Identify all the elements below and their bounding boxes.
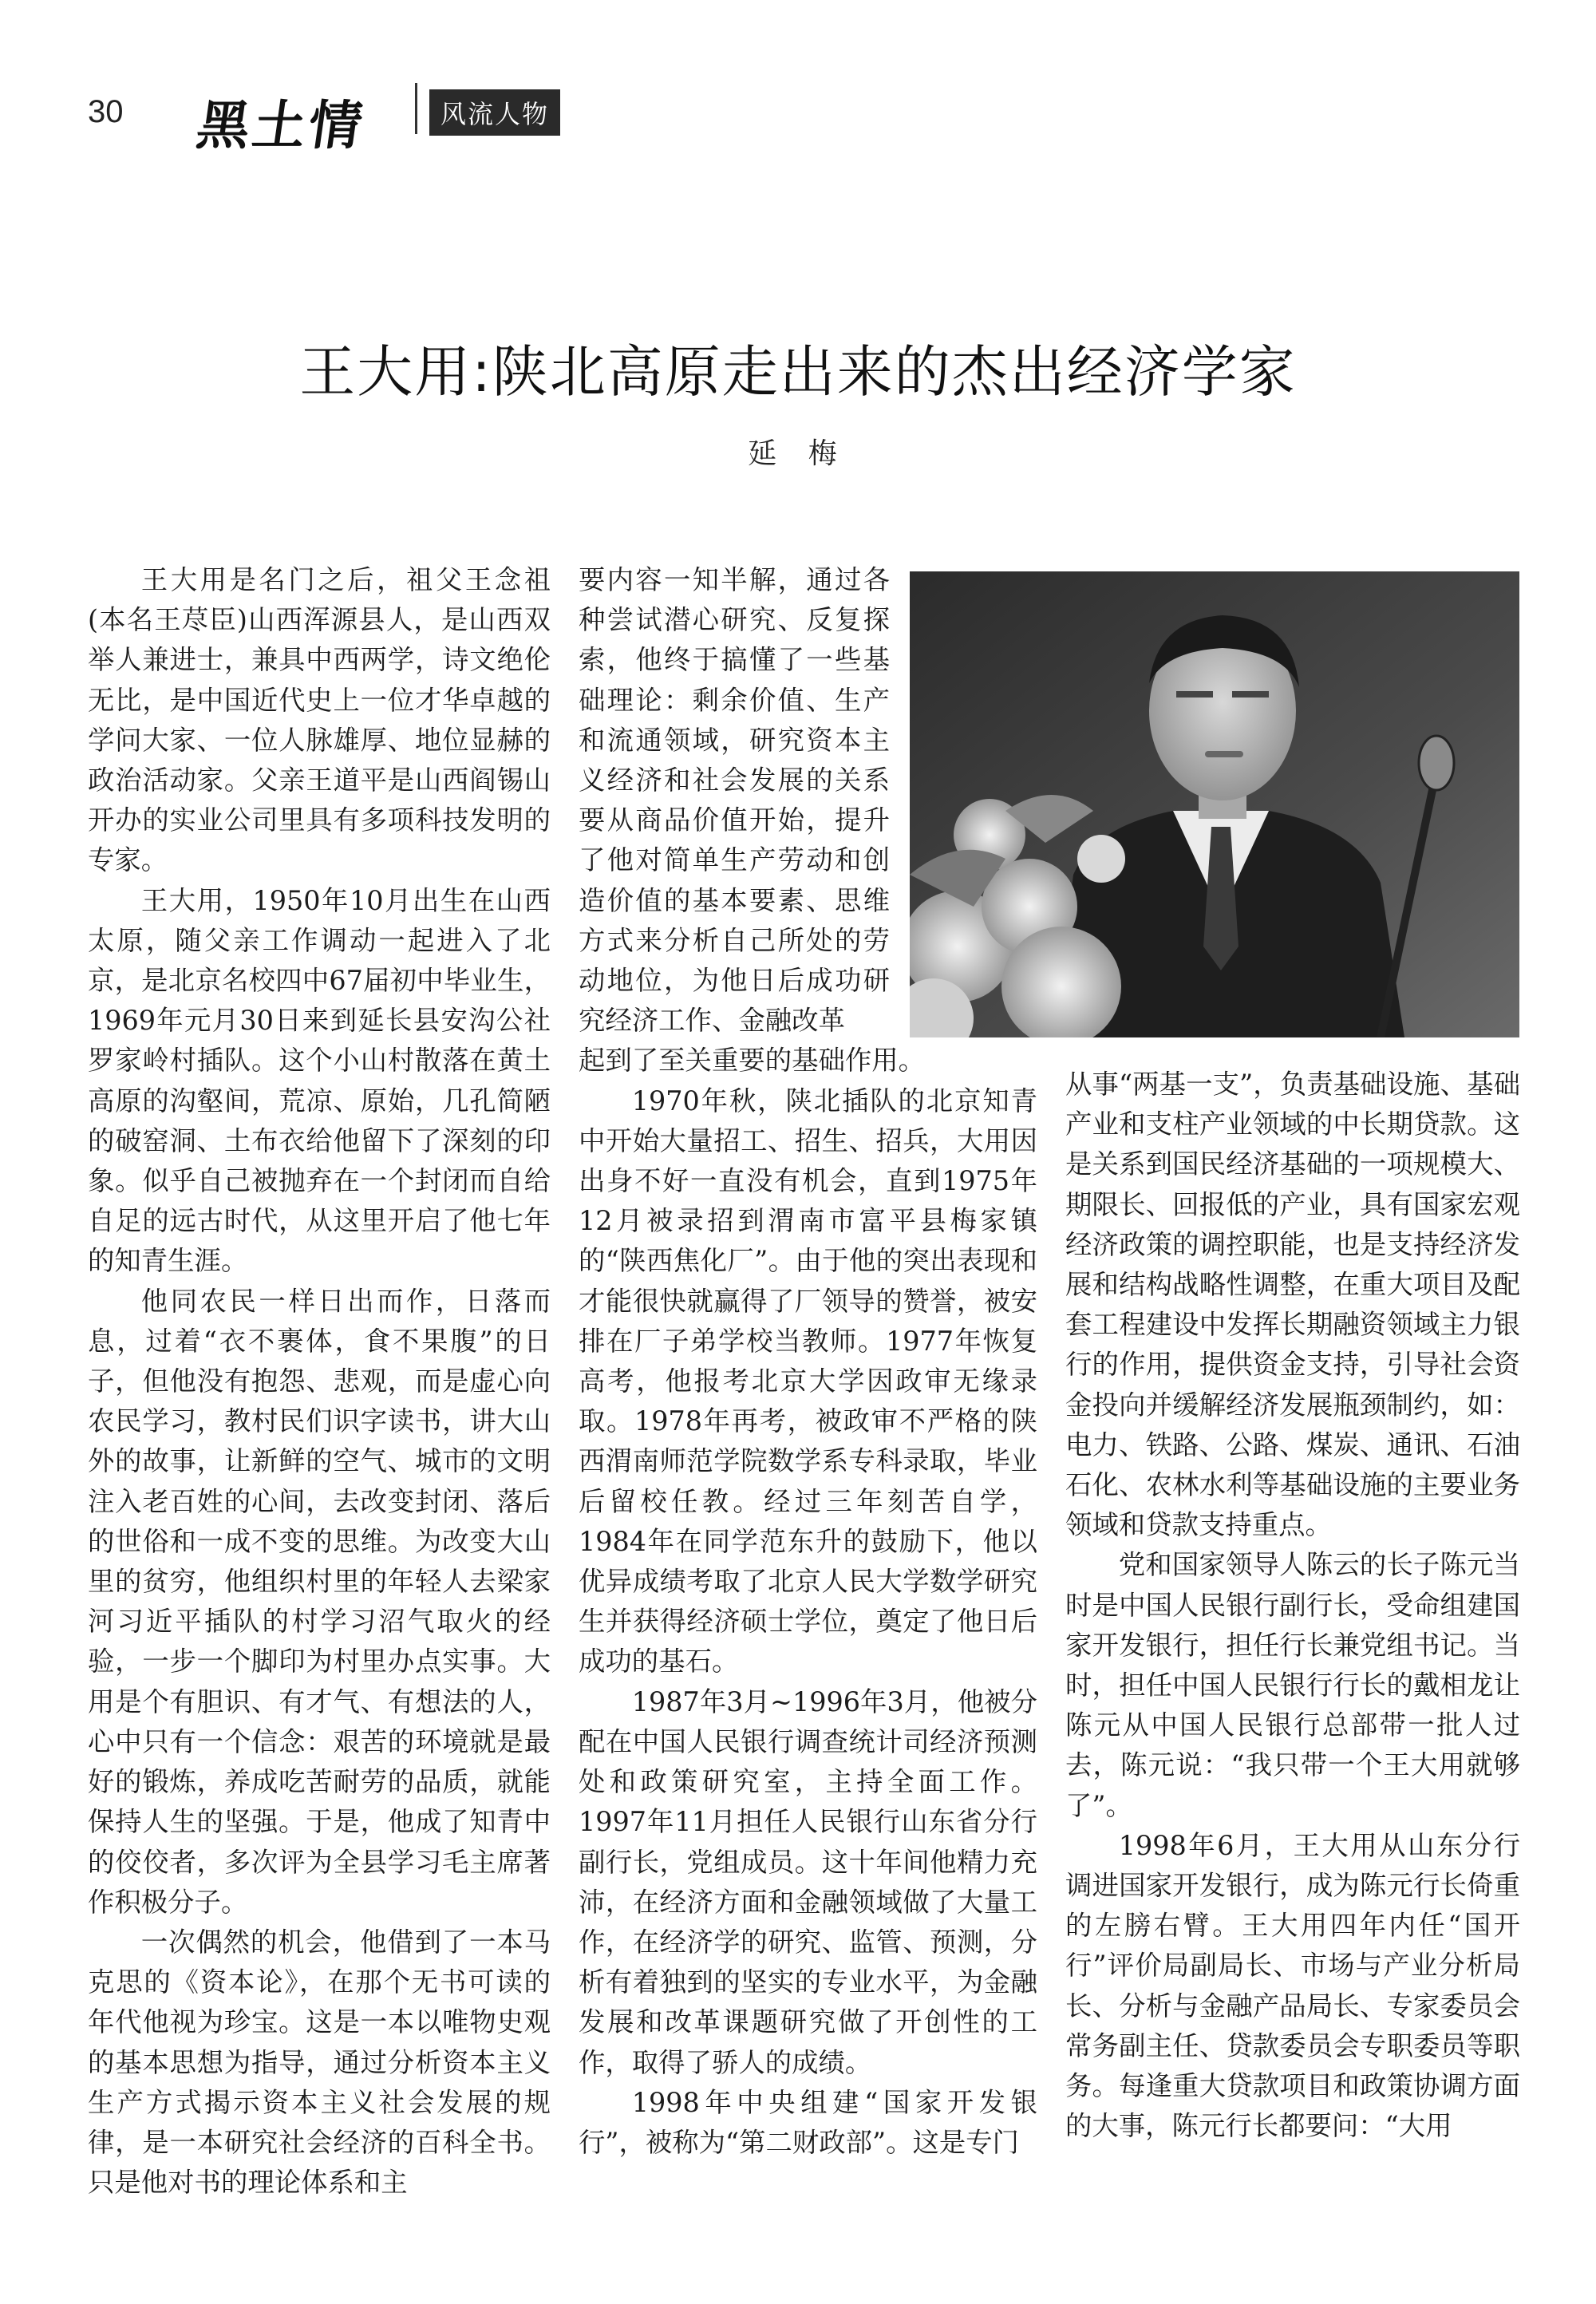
- paragraph: 党和国家领导人陈云的长子陈元当时是中国人民银行副行长，受命组建国家开发银行，担任行长兼党组书记。当时，担任中国人民银行行长的戴相龙让陈元从中国人民银行总部带一批人过去，陈元说：“我只带一个王大用就够了”。: [1065, 1549, 1520, 1821]
- paragraph: 他同农民一样日出而作，日落而息，过着“衣不裹体，食不果腹”的日子，但他没有抱怨、悲观，而是虚心向农民学习，教村民们识字读书，讲大山外的故事，让新鲜的空气、城市的文明注入老百姓的心间，去改变封闭、落后的世俗和一成不变的思维。为改变大山里的贫穷，他组织村里的年轻人去梁家河习近平插队的村学习沼气取火的经验，一步一个脚印为村里办点实事。大用是个有胆识、有才气、有想法的人，心中只有一个信念：艰苦的环境就是最好的锻炼，养成吃苦耐劳的品质，就能保持人生的坚强。于是，他成了知青中的佼佼者，多次评为全县学习毛主席著作积极分子。: [88, 1285, 551, 1918]
- section-tag: 风流人物: [429, 89, 560, 136]
- article-author: 延 梅: [748, 437, 848, 470]
- column-3: [1065, 1065, 1520, 2146]
- paragraph: 起到了至关重要的基础作用。: [579, 1045, 926, 1077]
- paragraph: 从事“两基一支”，负责基础设施、基础产业和支柱产业领域的中长期贷款。这是关系到国民经济基础的一项规模大、期限长、回报低的产业，具有国家宏观经济政策的调控职能，也是支持经济发展和结构战略性调整，在重大项目及配套工程建设中发挥长期融资领域主力银行的作用，提供资金支持，引导社会资金投向并缓解经济发展瓶颈制约，如：电力、铁路、公路、煤炭、通讯、石油石化、农林水利等基础设施的主要业务领域和贷款支持重点。: [1065, 1069, 1520, 1541]
- paragraph: 一次偶然的机会，他借到了一本马克思的《资本论》，在那个无书可读的年代他视为珍宝。这是一本以唯物史观的基本思想为指导，通过分析资本主义生产方式揭示资本主义社会发展的规律，是一本研究社会经济的百科全书。只是他对书的理论体系和主: [88, 1926, 551, 2199]
- page-number: 30: [88, 94, 124, 129]
- article-title: 王大用:陕北高原走出来的杰出经济学家: [299, 339, 1297, 405]
- portrait-photo: [910, 571, 1519, 1037]
- paragraph: 1987年3月~1996年3月，他被分配在中国人民银行调查统计司经济预测处和政策研究室，主持全面工作。1997年11月担任人民银行山东省分行副行长，党组成员。这十年间他精力充沛，在经济方面和金融领域做了大量工作，在经济学的研究、监管、预测，分析有着独到的坚实的专业水平，为金融发展和改革课题研究做了开创性的工作，取得了骄人的成绩。: [579, 1686, 1037, 2078]
- header-divider: [415, 83, 417, 134]
- paragraph: 1998年中央组建“国家开发银行”，被称为“第二财政部”。这是专门: [579, 2086, 1037, 2158]
- magazine-title: 黑土情: [192, 94, 369, 156]
- paragraph: 王大用是名门之后，祖父王念祖(本名王荩臣)山西浑源县人，是山西双举人兼进士，兼具中西两学，诗文绝伦无比，是中国近代史上一位才华卓越的学问大家、一位人脉雄厚、地位显赫的政治活动家。父亲王道平是山西阎锡山开办的实业公司里具有多项科技发明的专家。: [88, 564, 551, 876]
- paragraph: 王大用，1950年10月出生在山西太原，随父亲工作调动一起进入了北京，是北京名校四中67届初中毕业生，1969年元月30日来到延长县安沟公社罗家岭村插队。这个小山村散落在黄土高原的沟壑间，荒凉、原始，几孔简陋的破窑洞、土布衣给他留下了深刻的印象。似乎自己被抛弃在一个封闭而自给自足的远古时代，从这里开启了他七年的知青生涯。: [88, 884, 551, 1277]
- portrait-image: [910, 571, 1519, 1037]
- paragraph: 1998年6月，王大用从山东分行调进国家开发银行，成为陈元行长倚重的左膀右臂。王大用四年内任“国开行”评价局副局长、市场与产业分析局长、分析与金融产品局长、专家委员会常务副主任、贷款委员会专职委员等职务。每逢重大贷款项目和政策协调方面的大事，陈元行长都要问：“大用: [1065, 1829, 1520, 2142]
- paragraph-wrapped: 要内容一知半解，通过各种尝试潜心研究、反复探索，他终于搞懂了一些基础理论：剩余价值、生产和流通领域，研究资本主义经济和社会发展的关系要从商品价值开始，提升了他对简单生产劳动和创造价值的基本要素、思维方式来分析自己所处的劳动地位，为他日后成功研究经济工作、金融改革: [579, 564, 890, 1037]
- paragraph: 1970年秋，陕北插队的北京知青中开始大量招工、招生、招兵，大用因出身不好一直没有机会，直到1975年12月被录招到渭南市富平县梅家镇的“陕西焦化厂”。由于他的突出表现和才能很快就赢得了厂领导的赞誉，被安排在厂子弟学校当教师。1977年恢复高考，他报考北京大学因政审无缘录取。1978年再考，被政审不严格的陕西渭南师范学院数学系专科录取，毕业后留校任教。经过三年刻苦自学，1984年在同学范东升的鼓励下，他以优异成绩考取了北京人民大学数学研究生并获得经济硕士学位，奠定了他日后成功的基石。: [579, 1085, 1037, 1678]
- column-1: [88, 560, 551, 2203]
